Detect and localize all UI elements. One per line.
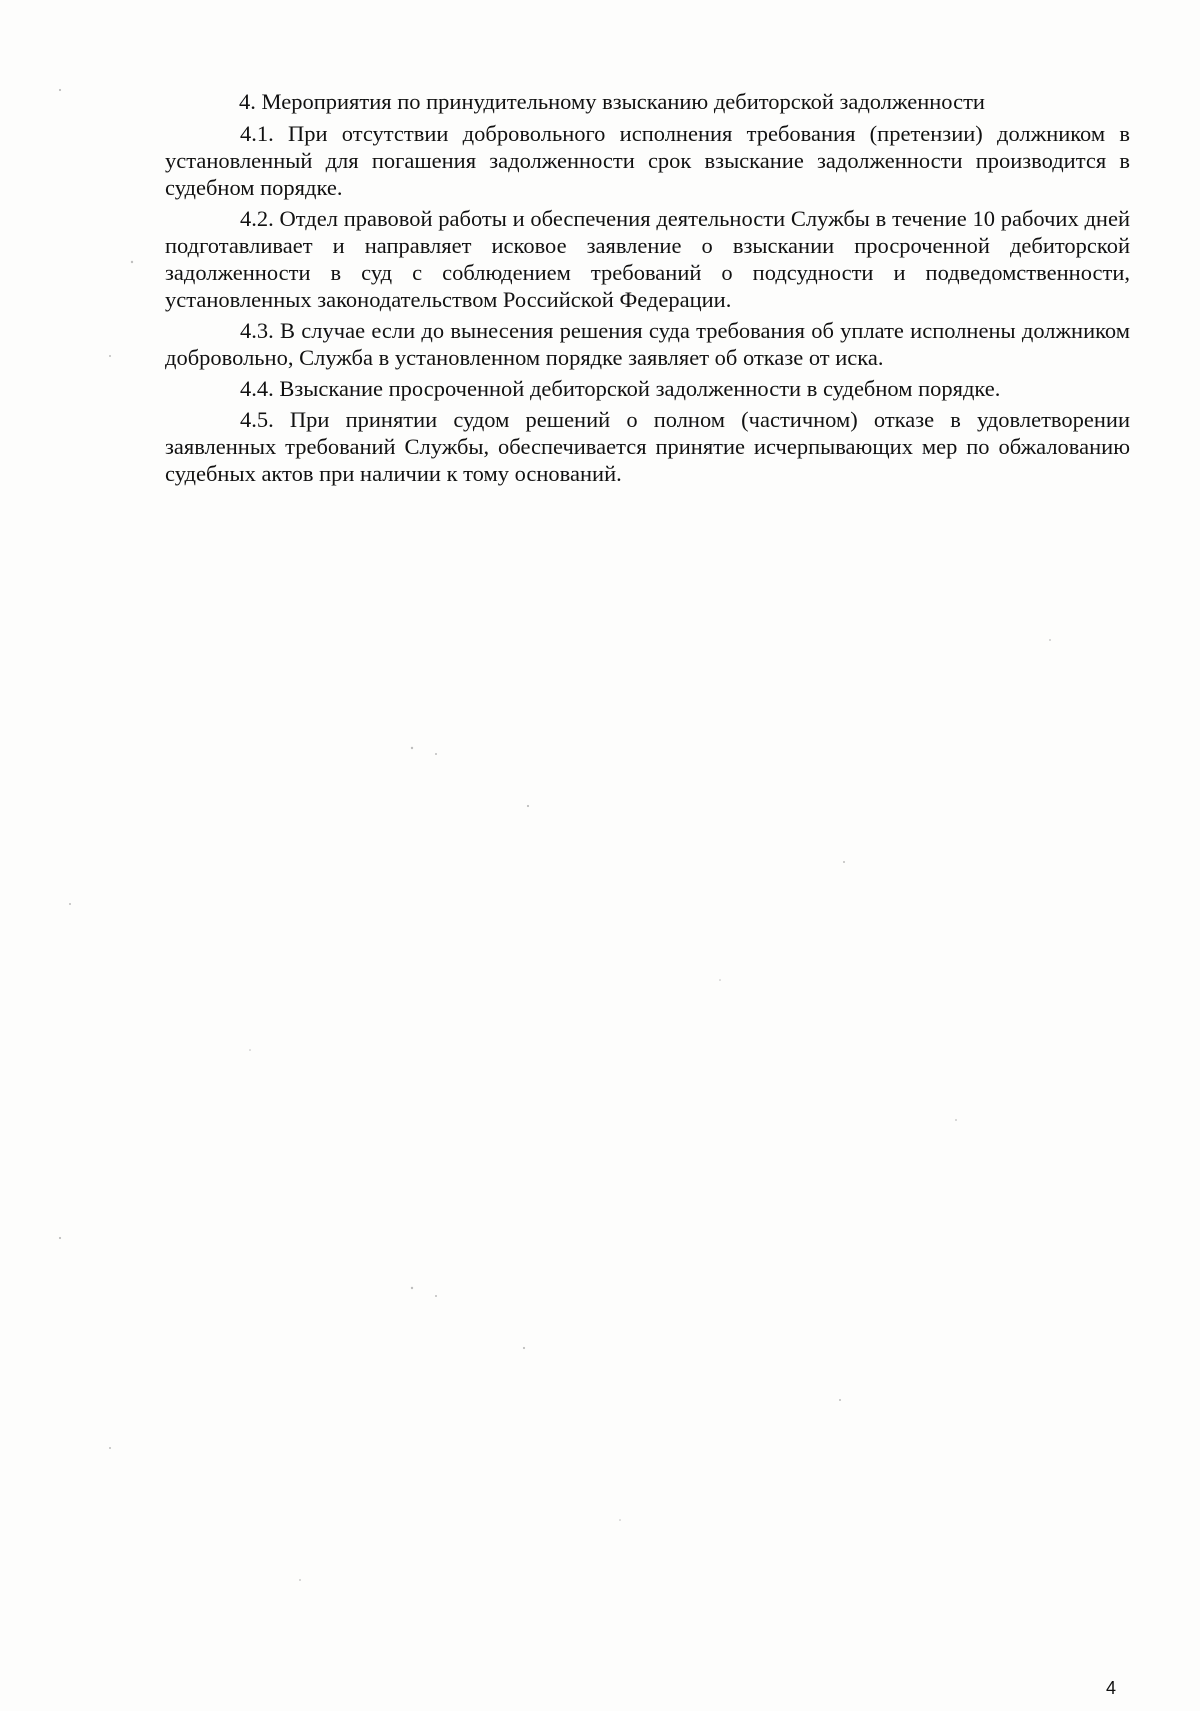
document-body xyxy=(165,88,1130,491)
paragraph-4-3: 4.3. В случае если до вынесения решения суда требования об уплате исполнены должником добровольно, Служба в установленном порядке заявляет об отказе от иска. xyxy=(165,318,1130,370)
paragraph-4-2: 4.2. Отдел правовой работы и обеспечения деятельности Службы в течение 10 рабочих дней подготавливает и направляет исковое заявление о взыскании просроченной дебиторской задолженности в суд с соблюдением требований о подсудности и подведомственности, установленных законодательством Российской Федерации. xyxy=(165,206,1130,312)
paragraph-4-5: 4.5. При принятии судом решений о полном (частичном) отказе в удовлетворении заявленных требований Службы, обеспечивается принятие исчерпывающих мер по обжалованию судебных актов при наличии к тому оснований. xyxy=(165,407,1130,486)
page-number: 4 xyxy=(1106,1678,1117,1698)
paragraph-4-4: 4.4. Взыскание просроченной дебиторской задолженности в судебном порядке. xyxy=(240,376,1001,401)
paragraph-4-1: 4.1. При отсутствии добровольного исполнения требования (претензии) должником в установленный для погашения задолженности срок взыскание задолженности производится в судебном порядке. xyxy=(165,121,1130,200)
section-heading: 4. Мероприятия по принудительному взысканию дебиторской задолженности xyxy=(239,89,985,114)
